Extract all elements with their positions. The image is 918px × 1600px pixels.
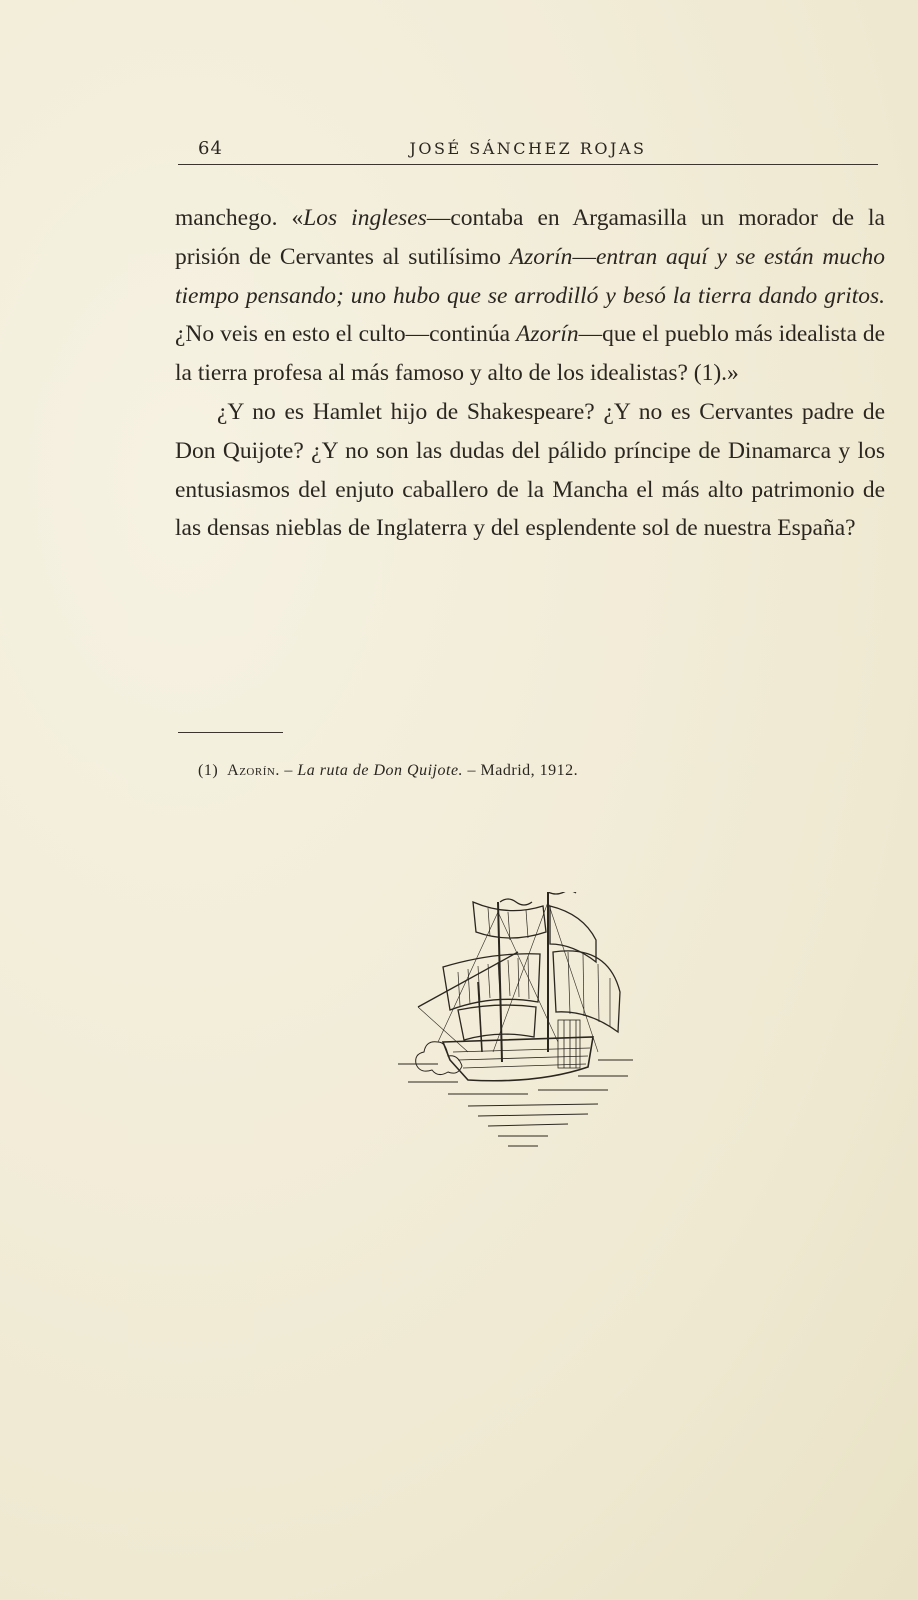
text-run: — [572,243,596,270]
page-number: 64 [198,138,223,159]
footnote-marker: (1) [198,762,219,779]
paragraph-1 [175,199,885,393]
footnote-dash: – [279,762,298,779]
footnote-title: La ruta de Don Quijote. [297,762,464,779]
page-header [178,134,878,165]
footnote-author: Azorín. [227,762,280,779]
paragraph-2: ¿Y no es Hamlet hijo de Shakespeare? ¿Y no es Cervantes padre de Don Quijote? ¿Y no son las dudas del pálido príncipe de Dinamarca y los entusiasmos del enjuto caballero de la Mancha el más alto patrimonio de las densas nieblas de Inglaterra y del esplendente sol de nuestra España? [175,398,885,542]
italic-run: Azorín [509,243,573,270]
running-head: JOSÉ SÁNCHEZ ROJAS [409,139,647,158]
footnote-rest: – Madrid, 1912. [463,762,579,779]
italic-run: entran aquí y se están mucho tiempo pensando; uno hubo que se arrodilló y besó la tierra dando gritos. [175,243,885,309]
text-run: —contaba en Argamasilla un morador de la prisión de Cervantes al sutilísimo [175,205,885,270]
sailing-ship-icon [398,892,644,1166]
text-run: manchego. « [175,205,304,231]
italic-run: Azorín [515,321,579,348]
text-run: ¿No veis en esto el culto—continúa [175,321,516,348]
footnote-rule [178,732,283,733]
italic-run: Los ingleses [303,205,427,231]
body-text [175,199,885,548]
footnote [198,762,578,780]
text-run: —que el pueblo más idealista de la tierra profesa al más famoso y alto de los idealistas? (1).» [175,321,885,387]
